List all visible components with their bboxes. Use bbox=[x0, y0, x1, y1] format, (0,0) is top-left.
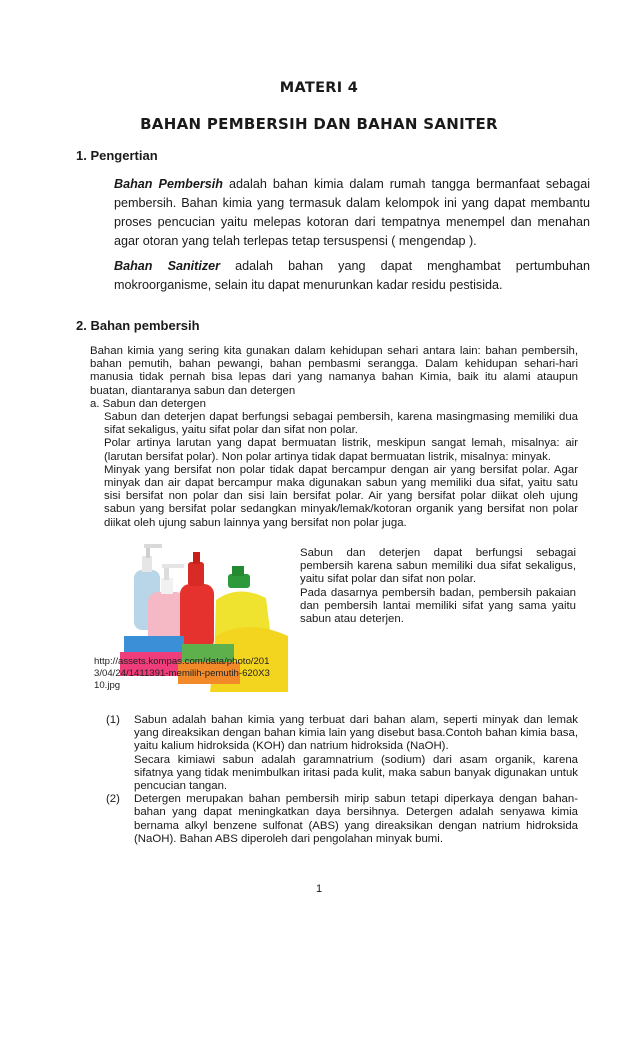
page-title: BAHAN PEMBERSIH DAN BAHAN SANITER bbox=[140, 115, 498, 133]
subsection-a-paragraph: Sabun dan deterjen dapat berfungsi sebagai pembersih, karena masingmasing memiliki dua sifat sekaligus, yaitu sifat polar dan sifat non polar. bbox=[104, 411, 578, 437]
subsection-a-paragraph: Minyak yang bersifat non polar tidak dapat bercampur dengan air yang bersifat polar. Agar minyak dan air dapat bercampur maka digunakan sabun yang memiliki dua sifat, yaitu satu sisi bersifat non polar dan sisi lain bersifat polar. Air yang bersifat polar diikat oleh ujung sabun yang bersifat polar sedangkan minyak/lemak/kotoran organik yang bersifat non polar diikat oleh ujung sabun lainnya yang bersifat non polar juga. bbox=[104, 463, 578, 529]
section-2-intro: Bahan kimia yang sering kita gunakan dalam kehidupan sehari antara lain: bahan pembersih, bahan pemutih, bahan pewangi, bahan pembasmi serangga. Dalam kehidupan sehari-hari manusia tidak pernah bisa lepas dari yang namanya bahan Kimia, baik itu alami ataupun buatan, diantaranya sabun dan detergen bbox=[90, 345, 578, 397]
definition-sanitizer-text: adalah bahan yang dapat menghambat pertumbuhan mokroorganisme, selain itu dapat menurunkan kadar residu pestisida. bbox=[114, 259, 590, 292]
list-item-text: Sabun adalah bahan kimia yang terbuat dari bahan alam, seperti minyak dan lemak yang direaksikan dengan bahan kimia lain yang disebut basa.Contoh bahan kimia basa, yaitu kalium hidroksida (KOH) dan natrium hidroksida (NaOH). bbox=[134, 714, 578, 753]
side-text bbox=[300, 547, 576, 626]
image-source-caption: http://assets.kompas.com/data/photo/2013/04/24/1411391-memilih-pemutih-620X310.jpg bbox=[94, 656, 270, 691]
subsection-a-paragraph: Polar artinya larutan yang dapat bermuatan listrik, meskipun sangat lemah, misalnya: air (larutan bersifat polar). Non polar artinya tidak dapat bermuatan listrik, misalnya: minyak. bbox=[104, 437, 578, 463]
list-item-number: (1) bbox=[106, 714, 120, 726]
list-item bbox=[106, 793, 578, 846]
definition-pembersih bbox=[114, 175, 590, 251]
side-paragraph: Pada dasarnya pembersih badan, pembersih pakaian dan pembersih lantai memiliki sifat yang sama yaitu sabun atau deterjen. bbox=[300, 586, 576, 626]
page-number: 1 bbox=[315, 883, 323, 895]
definition-pembersih-text: adalah bahan kimia dalam rumah tangga bermanfaat sebagai pembersih. Bahan kimia yang termasuk dalam kelompok ini yang dapat membantu proses pencucian yaitu melepas kotoran dari tempatnya menempel dan menahan agar otoran yang telah terlepas tetap tersuspensi ( mengendap ). bbox=[114, 177, 590, 248]
subsection-a-heading: a. Sabun dan detergen bbox=[90, 398, 206, 410]
section-1-heading: 1. Pengertian bbox=[76, 148, 158, 163]
list-item-text: Detergen merupakan bahan pembersih mirip sabun tetapi diperkaya dengan bahan-bahan yang dapat meningkatkan daya bersihnya. Detergen adalah senyawa kimia bernama alkyl benzene sulfonat (ABS) yang direaksikan dengan natrium hidroksida (NaOH). Bahan ABS diperoleh dari pengolahan minyak bumi. bbox=[134, 793, 578, 845]
materi-label: MATERI 4 bbox=[279, 80, 359, 96]
definition-sanitizer bbox=[114, 257, 590, 295]
list-item bbox=[106, 714, 578, 793]
subsection-a-body bbox=[104, 411, 578, 530]
term-bahan-sanitizer: Bahan Sanitizer bbox=[114, 259, 221, 273]
section-2-heading: 2. Bahan pembersih bbox=[76, 318, 200, 333]
definition-list bbox=[106, 714, 578, 846]
list-item-text: Secara kimiawi sabun adalah garamnatrium (sodium) dari asam organik, karena sifatnya yang tidak menimbulkan iritasi pada kulit, maka sabun banyak digunakan untuk pencucian tangan. bbox=[134, 753, 578, 793]
list-item-number: (2) bbox=[106, 793, 120, 806]
term-bahan-pembersih: Bahan Pembersih bbox=[114, 177, 223, 191]
side-paragraph: Sabun dan deterjen dapat berfungsi sebagai pembersih karena sabun memiliki dua sifat sekaligus, yaitu sifat polar dan sifat non polar. bbox=[300, 547, 576, 586]
